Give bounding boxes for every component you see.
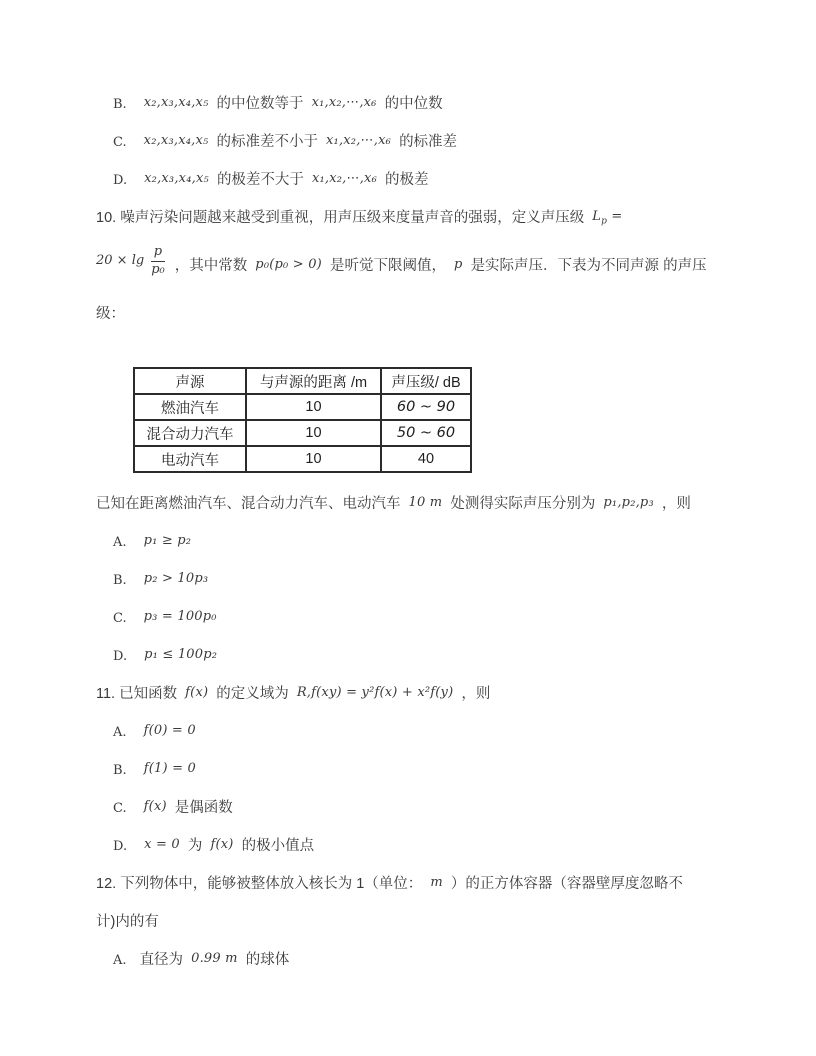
option-math: p₁ ≥ p₂ (143, 533, 192, 548)
q10-formula-line (96, 237, 736, 295)
option-label: C. (113, 801, 127, 816)
cell-distance: 10 (246, 446, 381, 472)
q12-intro-line-2 (96, 903, 736, 941)
q11-equation-math: R,f(xy) = y²f(x) + x²f(y) (296, 685, 454, 700)
option-math: p₃ = 100p₀ (143, 609, 217, 624)
option-label: B. (113, 97, 127, 112)
option-text-2: 的中位数 (384, 96, 443, 112)
fraction (148, 244, 168, 278)
q12-text-2: 计)内的有 (96, 914, 159, 930)
option-label: B. (113, 763, 127, 778)
q12-unit-math: m (430, 875, 443, 890)
q10-text-after-formula-2: 是听觉下限阈值， (329, 258, 446, 274)
option-row-q9-d (96, 161, 736, 199)
q10-intro-line (96, 199, 736, 237)
option-row-q9-c (96, 123, 736, 161)
pressure-level-formula (96, 232, 168, 290)
option-label: B. (113, 573, 127, 588)
option-row-q11-c (96, 789, 736, 827)
fraction-denominator: p₀ (151, 261, 165, 277)
q11-fx-math: f(x) (185, 685, 209, 700)
option-text-2: 的标准差 (399, 134, 458, 150)
q12-text-1a: 下列物体中，能够被整体放入核长为 1（单位： (120, 876, 423, 892)
q11-number: 11. (96, 686, 116, 702)
q10-known-line (96, 485, 736, 523)
q10-text-after-formula-3: 是实际声压．下表为不同声源 的声压 (470, 258, 707, 274)
q10-known-text-1: 已知在距离燃油汽车、混合动力汽车、电动汽车 (96, 496, 401, 512)
cell-distance: 10 (246, 420, 381, 446)
option-label: D. (113, 839, 128, 854)
option-row-q9-b (96, 85, 736, 123)
option-row-q11-b (96, 751, 736, 789)
option-row-q11-a (96, 713, 736, 751)
cell-source: 燃油汽车 (134, 394, 246, 420)
option-text-1: 为 (187, 838, 203, 854)
option-math-2: f(x) (210, 837, 234, 852)
option-text-2: 的极小值点 (241, 838, 315, 854)
pressures-math: p₁,p₂,p₃ (603, 495, 654, 510)
cell-distance: 10 (246, 394, 381, 420)
option-text-2: 的极差 (385, 172, 429, 188)
option-row-q10-c (96, 599, 736, 637)
cell-level: 40 (381, 446, 471, 472)
option-math-2: x₁,x₂,⋯,x₆ (311, 95, 377, 110)
table-row-fuel-car (134, 394, 471, 420)
p0-condition-math: p₀(p₀ > 0) (255, 257, 322, 272)
option-math-1: x₂,x₃,x₄,x₅ (144, 171, 209, 186)
distance-math: 10 m (408, 495, 443, 510)
option-math-1: x₂,x₃,x₄,x₅ (143, 133, 209, 148)
option-row-q10-d (96, 637, 736, 675)
option-math: 0.99 m (191, 951, 238, 966)
option-label: C. (113, 611, 127, 626)
col-header-level: 声压级/ dB (381, 368, 471, 394)
option-math: p₂ > 10p₃ (143, 571, 209, 586)
lp-equals: = (607, 209, 623, 224)
option-text-1: 的标准差不小于 (216, 134, 318, 150)
lp-subscript: p (601, 216, 608, 227)
option-text-1: 直径为 (139, 952, 184, 968)
option-label: D. (113, 173, 128, 188)
q10-wrap-line (96, 295, 736, 333)
p-variable-math: p (454, 257, 463, 272)
cell-level: 60 ~ 90 (381, 394, 471, 420)
sound-pressure-table (133, 367, 472, 473)
option-math-2: x₁,x₂,⋯,x₆ (311, 171, 377, 186)
table-header-row (134, 368, 471, 394)
q11-intro-line (96, 675, 736, 713)
option-label: A. (113, 725, 127, 740)
q10-intro-text: 噪声污染问题越来越受到重视，用声压级来度量声音的强弱，定义声压级 (120, 210, 585, 226)
option-math-1: x₂,x₃,x₄,x₅ (143, 95, 209, 110)
cell-level: 50 ~ 60 (381, 420, 471, 446)
option-label: A. (113, 953, 127, 968)
fraction-numerator: p (151, 244, 165, 261)
formula-coefficient: 20 × lg (96, 253, 145, 269)
q10-number: 10. (96, 210, 117, 226)
option-row-q12-a (96, 941, 736, 979)
q10-known-text-2: 处测得实际声压分别为 (450, 496, 596, 512)
q11-text-1: 已知函数 (119, 686, 178, 702)
option-row-q11-d (96, 827, 736, 865)
q11-text-3: ，则 (461, 686, 491, 702)
option-label: C. (113, 135, 127, 150)
col-header-distance: 与声源的距离 /m (246, 368, 381, 394)
option-text-1: 是偶函数 (174, 800, 233, 816)
option-text-2: 的球体 (245, 952, 290, 968)
q12-number: 12. (96, 876, 117, 892)
option-math-2: x₁,x₂,⋯,x₆ (326, 133, 392, 148)
option-text-1: 的极差不大于 (216, 172, 304, 188)
q10-known-text-3: ，则 (661, 496, 691, 512)
option-row-q10-a (96, 523, 736, 561)
option-label: A. (113, 535, 127, 550)
q10-wrap-text: 级： (96, 306, 125, 322)
table-row-hybrid-car (134, 420, 471, 446)
q11-text-2: 的定义域为 (216, 686, 289, 702)
q12-intro-line-1 (96, 865, 736, 903)
option-math-1: f(1) = 0 (143, 761, 196, 776)
q12-text-1b: ）的正方体容器（容器壁厚度忽略不 (450, 876, 683, 892)
cell-source: 电动汽车 (134, 446, 246, 472)
option-text-1: 的中位数等于 (216, 96, 304, 112)
cell-source: 混合动力汽车 (134, 420, 246, 446)
option-math: p₁ ≤ 100p₂ (144, 647, 218, 662)
lp-base: L (592, 209, 602, 224)
option-label: D. (113, 649, 128, 664)
lp-symbol (592, 209, 623, 227)
option-math-1: f(0) = 0 (143, 723, 196, 738)
option-math-1: x = 0 (144, 837, 180, 852)
option-row-q10-b (96, 561, 736, 599)
col-header-source: 声源 (134, 368, 246, 394)
option-math-1: f(x) (143, 799, 167, 814)
table-row-electric-car (134, 446, 471, 472)
q10-text-after-formula-1: ，其中常数 (174, 258, 248, 274)
